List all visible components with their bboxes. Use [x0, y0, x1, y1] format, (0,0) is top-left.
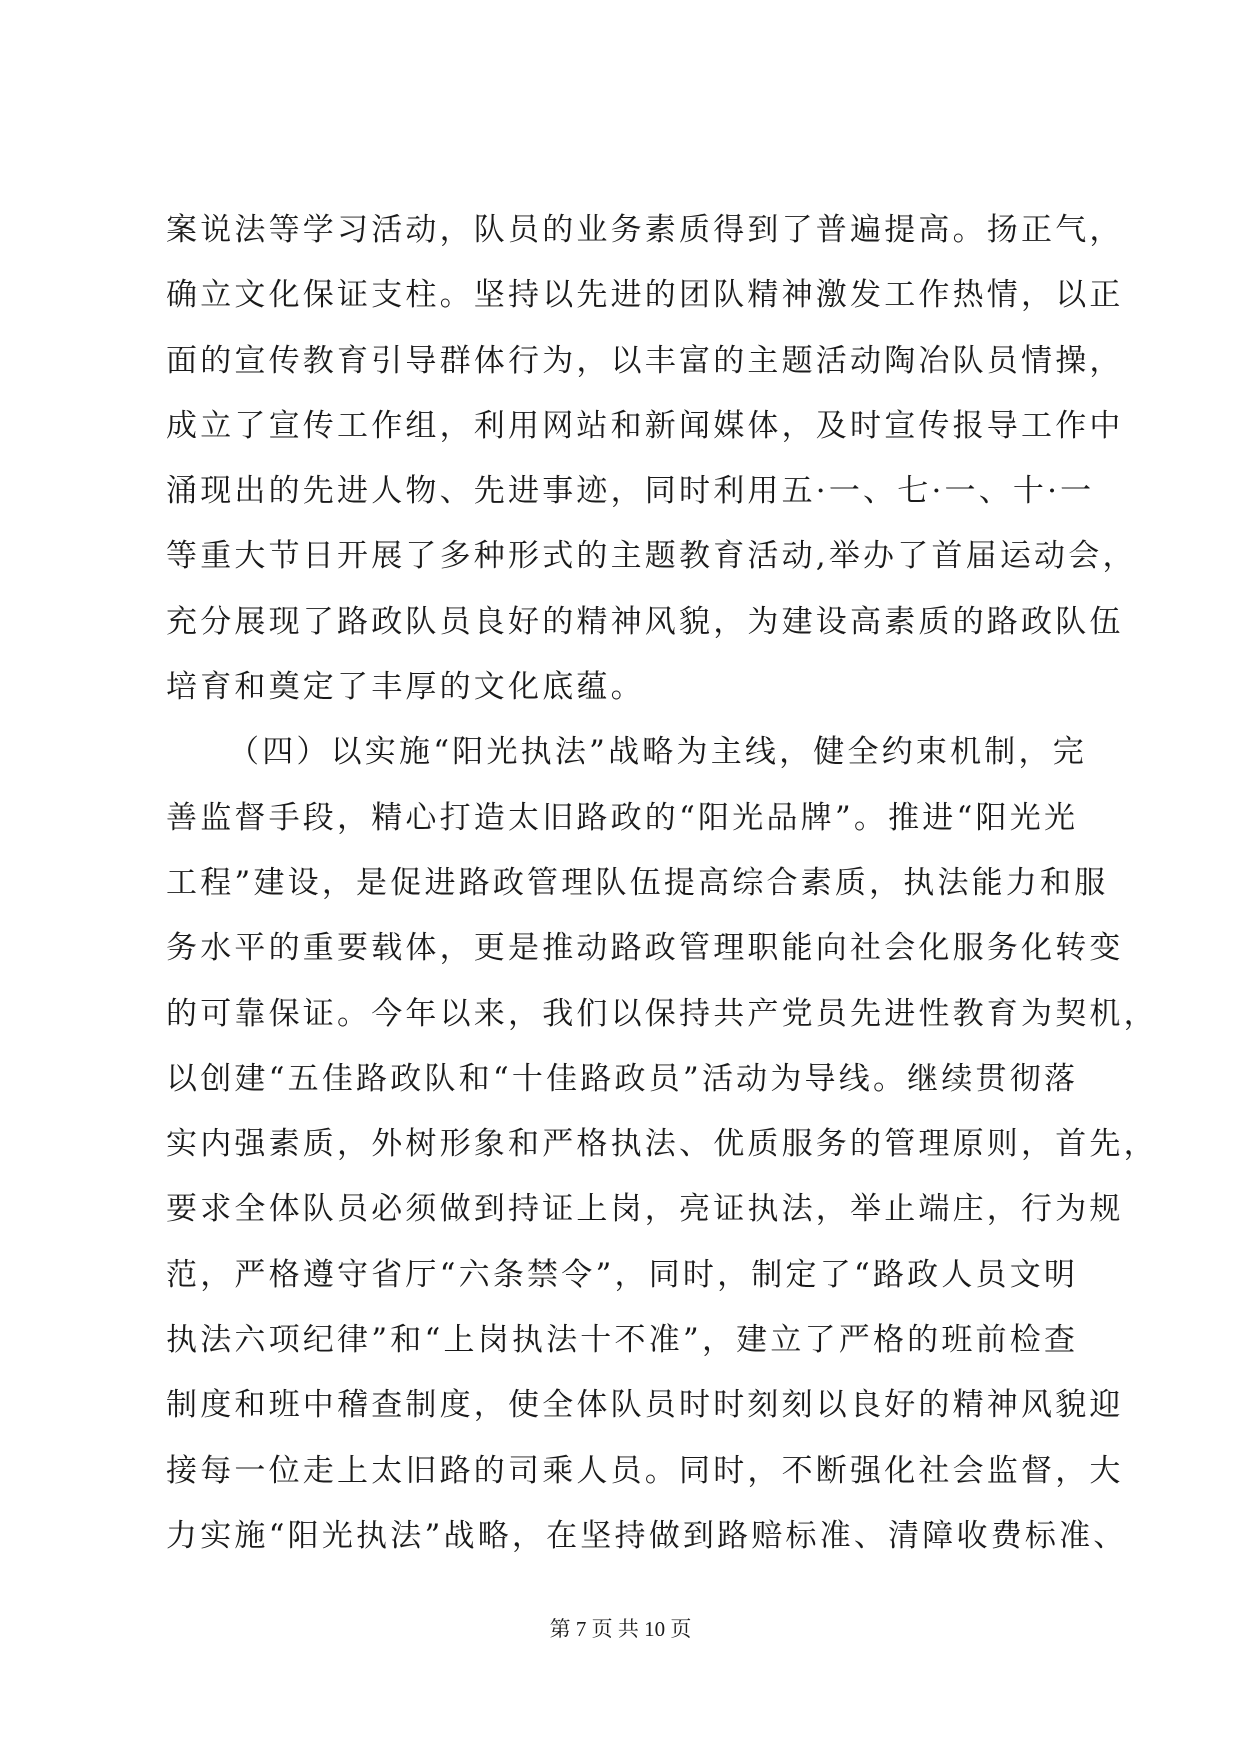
text-line: 充分展现了路政队员良好的精神风貌，为建设高素质的路政队伍 [166, 603, 1124, 640]
page-number-label: 第 7 页 共 10 页 [549, 1617, 692, 1641]
body-text [166, 198, 1158, 1569]
text-line: 范，严格遵守省厅“六条禁令”，同时，制定了“路政人员文明 [166, 1256, 1079, 1293]
section-heading-line: （四）以实施“阳光执法”战略为主线，健全约束机制，完 [228, 734, 1087, 771]
text-line: 涌现出的先进人物、先进事迹，同时利用五·一、七·一、十·一 [166, 473, 1095, 510]
text-line: 培育和奠定了丰厚的文化底蕴。 [166, 669, 645, 706]
text-line: 制度和班中稽查制度，使全体队员时时刻刻以良好的精神风貌迎 [166, 1387, 1124, 1424]
text-line: 确立文化保证支柱。坚持以先进的团队精神激发工作热情，以正 [166, 277, 1124, 314]
text-line: 的可靠保证。今年以来，我们以保持共产党员先进性教育为契机， [166, 995, 1158, 1032]
text-line: 务水平的重要载体，更是推动路政管理职能向社会化服务化转变 [166, 930, 1124, 967]
text-line: 以创建“五佳路政队和“十佳路政员”活动为导线。继续贯彻落 [166, 1060, 1079, 1097]
text-line: 等重大节日开展了多种形式的主题教育活动,举办了首届运动会， [166, 538, 1137, 575]
text-line: 工程”建设，是促进路政管理队伍提高综合素质，执法能力和服 [166, 864, 1109, 901]
text-line: 案说法等学习活动，队员的业务素质得到了普遍提高。扬正气， [166, 212, 1124, 248]
text-line: 要求全体队员必须做到持证上岗，亮证执法，举止端庄，行为规 [166, 1191, 1124, 1228]
text-line: 面的宣传教育引导群体行为，以丰富的主题活动陶冶队员情操， [166, 342, 1124, 379]
text-line: 接每一位走上太旧路的司乘人员。同时，不断强化社会监督，大 [166, 1452, 1124, 1489]
page-footer [0, 1614, 1241, 1644]
text-line: 善监督手段，精心打造太旧路政的“阳光品牌”。推进“阳光光 [166, 799, 1079, 836]
text-line: 执法六项纪律”和“上岗执法十不准”，建立了严格的班前检查 [166, 1322, 1079, 1359]
text-line: 力实施“阳光执法”战略，在坚持做到路赔标准、清障收费标准、 [166, 1517, 1128, 1554]
text-line: 成立了宣传工作组，利用网站和新闻媒体，及时宣传报导工作中 [166, 407, 1124, 444]
text-line: 实内强素质，外树形象和严格执法、优质服务的管理原则，首先， [166, 1126, 1158, 1163]
